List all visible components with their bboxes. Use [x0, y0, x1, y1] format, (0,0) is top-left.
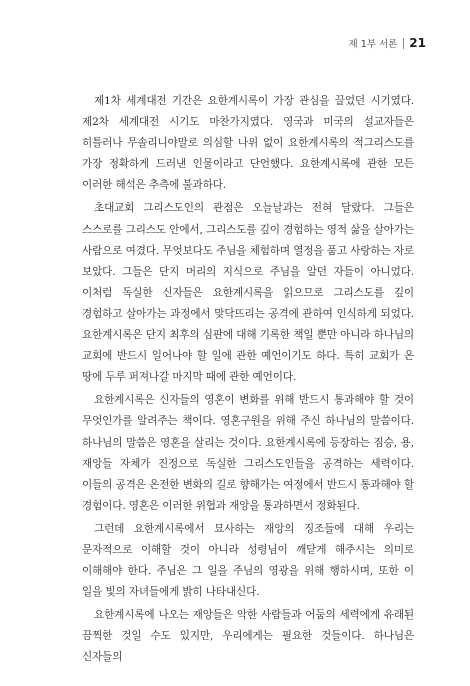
header-divider: [403, 38, 404, 49]
running-header: [349, 36, 427, 50]
paragraph: 제1차 세계대전 기간은 요한계시록이 가장 관심을 끌었던 시기였다. 제2차 세계대전 시기도 마찬가지였다. 영국과 미국의 설교자들은 히틀러나 무솔리니야말로 의심할 나위 없이 요한계시록의 적그리스도를 가장 정확하게 드러낸 인물이라고 단언했다. 요한계시록에 관한 모든 이러한 해석은 추측에 불과하다.: [82, 95, 414, 192]
paragraph: 요한계시록은 신자들의 영혼이 변화를 위해 반드시 통과해야 할 것이 무엇인가를 알려주는 책이다. 영혼구원을 위해 주신 하나님의 말씀이다. 하나님의 말씀은 영혼을 살리는 것이다. 요한계시록에 등장하는 짐승, 용, 재앙들 자체가 진정으로 독실한 그리스도인들을 공격하는 세력이다. 이들의 공격은 온전한 변화의 길로 향해가는 여정에서 반드시 통과해야 할 경험이다. 영혼은 이러한 위협과 재앙을 통과하면서 정화된다.: [82, 394, 414, 512]
section-title: 제 1부 서론: [348, 39, 398, 50]
paragraph: 초대교회 그리스도인의 관점은 오늘날과는 전혀 달랐다. 그들은 스스로를 그리스도 안에서, 그리스도를 깊이 경험하는 영적 삶을 살아가는 사람으로 여겼다. 무엇보다도 주님을 체험하며 열정을 품고 사랑하는 자로 보았다. 그들은 단지 머리의 지식으로 주님을 알던 자들이 아니었다. 이처럼 독실한 신자들은 요한계시록을 읽으므로 그리스도를 깊이 경험하고 살아가는 과정에서 맞닥뜨리는 공격에 관하여 인식하게 되었다. 요한계시록은 단지 최후의 심판에 대해 기록한 책일 뿐만 아니라 하나님의 교회에 반드시 일어나야 할 일에 관한 예언이기도 하다. 특히 교회가 온 땅에 두루 퍼져나갈 마지막 때에 관한 예언이다.: [82, 202, 414, 384]
paragraph: 요한계시록에 나오는 재앙들은 악한 사람들과 어둠의 세력에게 유래된 끔찍한 것일 수도 있지만, 우리에게는 필요한 것들이다. 하나님은 신자들의: [82, 609, 414, 664]
paragraph: 그런데 요한계시록에서 묘사하는 재앙의 징조들에 대해 우리는 문자적으로 이해할 것이 아니라 성령님이 깨닫게 해주시는 의미로 이해해야 한다. 주님은 그 일을 주님의 영광을 위해 행하시며, 또한 이 일을 빛의 자녀들에게 밝히 나타내신다.: [82, 522, 414, 599]
body-text: [82, 91, 414, 671]
page-number: 21: [409, 36, 426, 50]
